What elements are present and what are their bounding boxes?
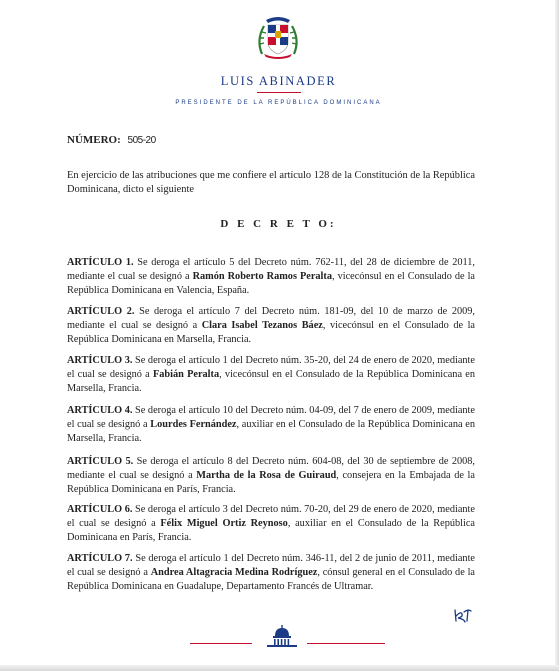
article-text: , auxiliar en el Consulado de la República Dominicana en Marsella, Francia. — [67, 419, 476, 444]
article-5 — [67, 455, 475, 497]
article-person-name: Félix Miguel Ortiz Reynoso — [160, 518, 288, 529]
article-text: , consejera en la Embajada de la República Dominicana en París, Francia. — [67, 470, 475, 495]
article-person-name: Clara Isabel Tezanos Báez — [201, 320, 323, 331]
article-person-name: Andrea Altagracia Medina Rodríguez — [150, 567, 318, 578]
article-label: ARTÍCULO 5. — [67, 456, 134, 467]
article-label: ARTÍCULO 3. — [67, 355, 133, 366]
article-text: , vicecónsul en el Consulado de la República Dominicana en Marsella, Francia. — [67, 369, 475, 394]
dominican-coat-of-arms-icon — [254, 14, 302, 60]
article-text: Se deroga el artículo 8 del Decreto núm. 604-08, del 30 de septiembre de 2008, mediante el cual se designó a — [67, 456, 475, 481]
article-text: Se deroga el artículo 1 del Decreto núm. 346-11, del 2 de junio de 2011, mediante el cual se designó a — [67, 553, 476, 578]
decree-number-label: NÚMERO: — [67, 134, 121, 146]
article-text: Se deroga el artículo 3 del Decreto núm. 70-20, del 29 de enero de 2020, mediante el cual se designó a — [67, 504, 475, 529]
article-text: Se deroga el artículo 1 del Decreto núm. 35-20, del 24 de enero de 2020, mediante el cual se designó a — [67, 355, 475, 380]
intro-paragraph: En ejercicio de las atribuciones que me confiere el artículo 128 de la Constitución de la República Dominicana, dicto el siguiente — [67, 170, 475, 195]
article-text: , cónsul general en el Consulado de la República Dominicana en Guadalupe, Departamento Francés de Ultramar. — [67, 567, 475, 592]
decree-heading: D E C R E T O: — [220, 218, 337, 230]
page-edge-right — [555, 0, 559, 671]
article-text: Se deroga el artículo 7 del Decreto núm. 181-09, del 10 de marzo de 2009, mediante el cual se designó a — [67, 306, 476, 331]
article-3 — [67, 354, 475, 396]
page-edge-bottom — [0, 665, 559, 671]
article-1 — [67, 256, 475, 298]
article-person-name: Lourdes Fernández — [150, 419, 237, 430]
article-person-name: Fabián Peralta — [152, 369, 220, 380]
article-6 — [67, 503, 475, 545]
article-2 — [67, 305, 475, 347]
decree-number-value: 505-20 — [127, 135, 156, 146]
article-7 — [67, 552, 475, 594]
article-person-name: Ramón Roberto Ramos Peralta — [192, 271, 332, 282]
president-name-underline — [257, 92, 301, 93]
article-label: ARTÍCULO 1. — [67, 257, 134, 268]
article-text: Se deroga el artículo 10 del Decreto núm. 04-09, del 7 de enero de 2009, mediante el cual se designó a — [67, 405, 475, 430]
footer-line-left — [190, 643, 252, 644]
article-4 — [67, 404, 475, 446]
national-palace-icon — [264, 625, 300, 649]
article-text: , vicecónsul en el Consulado de la República Dominicana en Valencia, España. — [67, 271, 476, 296]
article-label: ARTÍCULO 2. — [67, 306, 135, 317]
article-text: , auxiliar en el Consulado de la República Dominicana en París, Francia. — [67, 518, 475, 543]
article-label: ARTÍCULO 4. — [67, 405, 133, 416]
article-label: ARTÍCULO 7. — [67, 553, 133, 564]
president-title: PRESIDENTE DE LA REPÚBLICA DOMINICANA — [175, 100, 382, 106]
president-name: LUIS ABINADER — [220, 74, 337, 88]
handwritten-initials-icon — [452, 607, 474, 625]
article-person-name: Martha de la Rosa de Guiraud — [196, 470, 337, 481]
article-text: Se deroga el artículo 5 del Decreto núm. 762-11, del 28 de diciembre de 2011, mediante el cual se designó a — [67, 257, 475, 282]
decree-number — [67, 134, 156, 146]
article-label: ARTÍCULO 6. — [67, 504, 133, 515]
article-text: , vicecónsul en el Consulado de la República Dominicana en Marsella, Francia. — [67, 320, 476, 345]
footer-line-right — [307, 643, 385, 644]
